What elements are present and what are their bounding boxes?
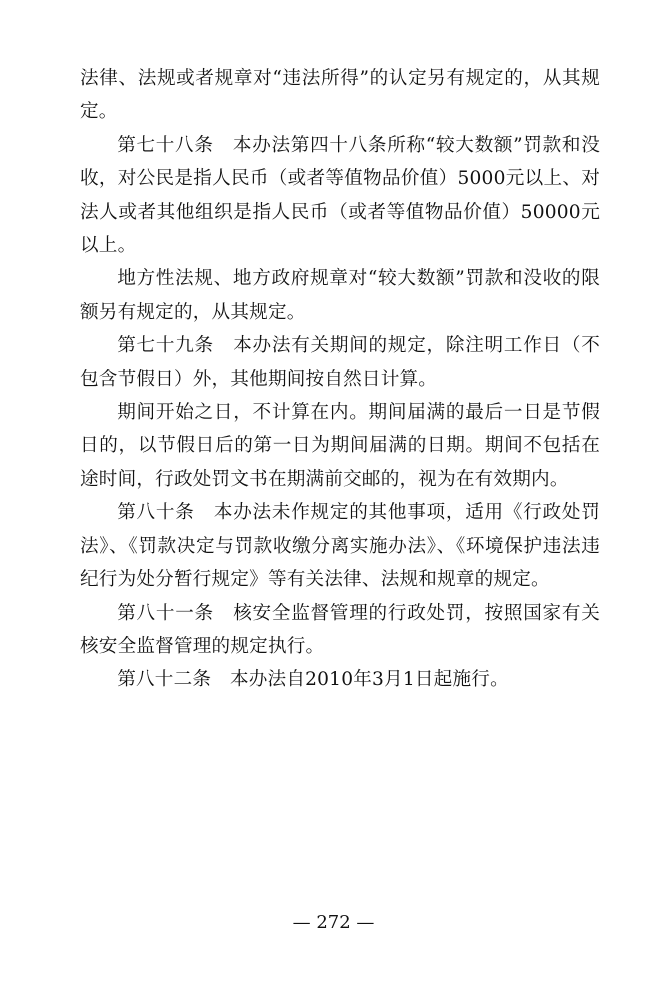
article-82-paragraph: 第八十二条 本办法自2010年3月1日起施行。 xyxy=(117,669,509,691)
paragraph: 地方性法规、地方政府规章对“较大数额”罚款和没收的限额另有规定的，从其规定。 xyxy=(80,268,600,323)
document-body xyxy=(80,62,600,697)
article-80-paragraph: 第八十条 本办法未作规定的其他事项，适用《行政处罚法》、《罚款决定与罚款收缴分离实施办法》、《环境保护违法违纪行为处分暂行规定》等有关法律、法规和规章的规定。 xyxy=(80,502,600,591)
paragraph: 期间开始之日，不计算在内。期间届满的最后一日是节假日的，以节假日后的第一日为期间届满的日期。期间不包括在途时间，行政处罚文书在期满前交邮的，视为在有效期内。 xyxy=(80,402,600,490)
paragraph: 法律、法规或者规章对“违法所得”的认定另有规定的，从其规定。 xyxy=(80,68,600,123)
page-number: — 272 — xyxy=(292,912,375,933)
article-79-paragraph: 第七十九条 本办法有关期间的规定，除注明工作日（不包含节假日）外，其他期间按自然日计算。 xyxy=(80,335,600,390)
article-81-paragraph: 第八十一条 核安全监督管理的行政处罚，按照国家有关核安全监督管理的规定执行。 xyxy=(80,602,600,657)
article-78-paragraph: 第七十八条 本办法第四十八条所称“较大数额”罚款和没收，对公民是指人民币（或者等值物品价值）5000元以上、对法人或者其他组织是指人民币（或者等值物品价值）50000元以上。 xyxy=(80,134,600,257)
